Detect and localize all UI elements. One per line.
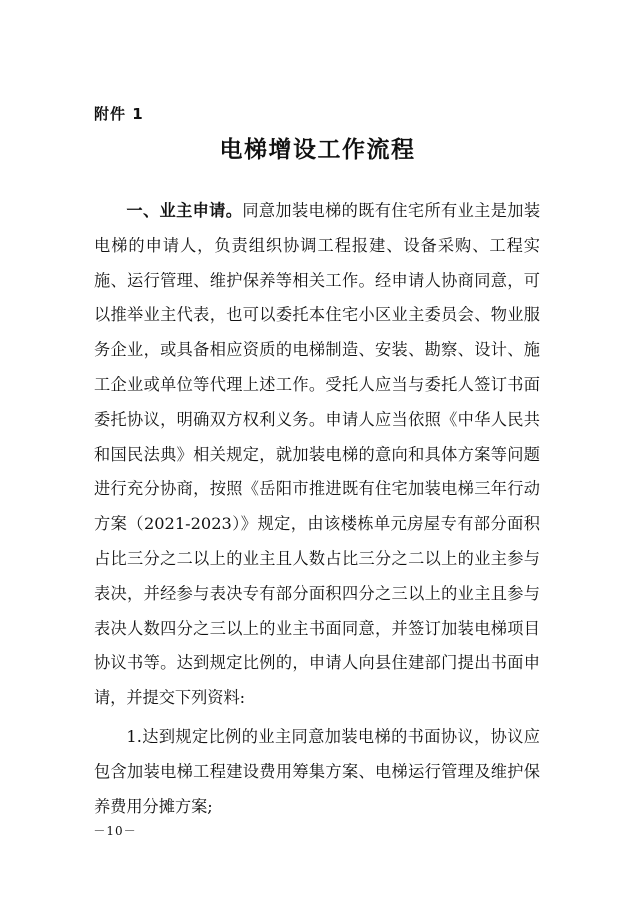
- attachment-label: 附件 1: [94, 105, 144, 123]
- list-item: 1.达到规定比例的业主同意加装电梯的书面协议，协议应包含加装电梯工程建设费用筹集方案、电梯运行管理及维护保养费用分摊方案;: [94, 726, 540, 816]
- document-body: [94, 194, 540, 824]
- section-text: 同意加装电梯的既有住宅所有业主是加装电梯的申请人，负责组织协调工程报建、设备采购、工程实施、运行管理、维护保养等相关工作。经申请人协商同意，可以推举业主代表，也可以委托本住宅小区业主委员会、物业服务企业，或具备相应资质的电梯制造、安装、勘察、设计、施工企业或单位等代理上述工作。受托人应当与委托人签订书面委托协议，明确双方权利义务。申请人应当依照《中华人民共和国民法典》相关规定，就加装电梯的意向和具体方案等问题进行充分协商，按照《岳阳市推进既有住宅加装电梯三年行动方案（2021-2023）》规定，由该楼栋单元房屋专有部分面积占比三分之二以上的业主且人数占比三分之二以上的业主参与表决，并经参与表决专有部分面积四分之三以上的业主且参与表决人数四分之三以上的业主书面同意，并签订加装电梯项目协议书等。达到规定比例的，申请人向县住建部门提出书面申请，并提交下列资料:: [94, 201, 541, 708]
- section-paragraph: [94, 194, 540, 716]
- page-number: －10－: [93, 824, 137, 838]
- section-heading: 一、业主申请。: [126, 201, 243, 220]
- document-title: 电梯增设工作流程: [219, 136, 416, 163]
